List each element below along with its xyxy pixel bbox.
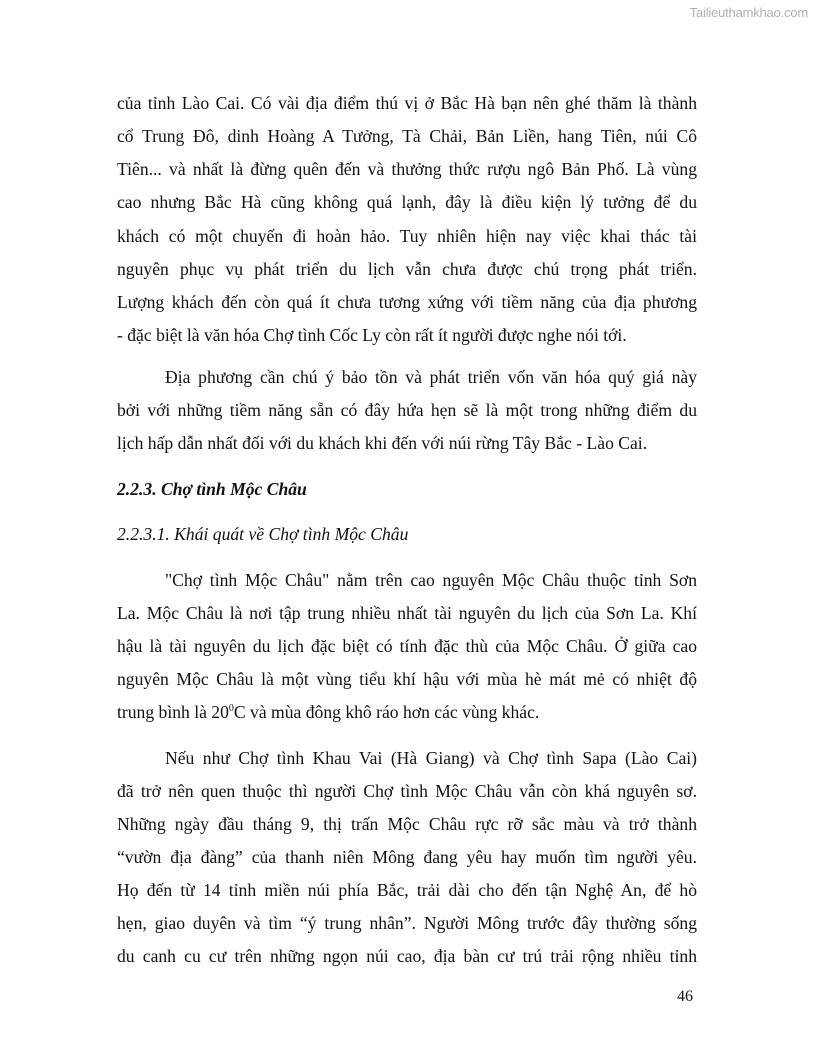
text-fragment: trung bình là 20 <box>117 702 229 722</box>
text-line: khách có một chuyến đi hoàn hảo. Tuy nhiên hiện nay việc khai thác tài <box>117 226 697 246</box>
text-line: bởi với những tiềm năng sẵn có đây hứa hẹn sẽ là một trong những điểm du <box>117 400 697 420</box>
text-line: La. Mộc Châu là nơi tập trung nhiều nhất tài nguyên du lịch của Sơn La. Khí <box>117 603 697 623</box>
page-number: 46 <box>677 988 693 1005</box>
text-fragment: C và mùa đông khô ráo hơn các vùng khác. <box>233 702 540 722</box>
text-line: "Chợ tình Mộc Châu" nằm trên cao nguyên Mộc Châu thuộc tỉnh Sơn <box>165 570 697 590</box>
text-line: - đặc biệt là văn hóa Chợ tình Cốc Ly còn rất ít người được nghe nói tới. <box>117 325 627 345</box>
text-line: Lượng khách đến còn quá ít chưa tương xứng với tiềm năng của địa phương <box>117 292 697 312</box>
text-line: đã trở nên quen thuộc thì người Chợ tình Mộc Châu vẫn còn khá nguyên sơ. <box>117 781 697 801</box>
text-line: Tiên... và nhất là đừng quên đến và thưởng thức rượu ngô Bản Phố. Là vùng <box>117 159 697 179</box>
text-line: cao nhưng Bắc Hà cũng không quá lạnh, đây là điều kiện lý tưởng để du <box>117 192 697 212</box>
text-line: của tỉnh Lào Cai. Có vài địa điểm thú vị ở Bắc Hà bạn nên ghé thăm là thành <box>117 93 697 113</box>
section-heading: 2.2.3. Chợ tình Mộc Châu <box>117 479 307 499</box>
text-line: Họ đến từ 14 tỉnh miền núi phía Bắc, trải dài cho đến tận Nghệ An, để hò <box>117 880 697 900</box>
text-line: hẹn, giao duyên và tìm “ý trung nhân”. Người Mông trước đây thường sống <box>117 913 697 933</box>
text-line: Địa phương cần chú ý bảo tồn và phát triển vốn văn hóa quý giá này <box>165 367 697 387</box>
text-line: Nếu như Chợ tình Khau Vai (Hà Giang) và Chợ tình Sapa (Lào Cai) <box>165 748 697 768</box>
text-line <box>117 701 697 723</box>
degree-superscript: 0 <box>228 703 234 715</box>
text-line: “vườn địa đàng” của thanh niên Mông đang yêu hay muốn tìm người yêu. <box>117 847 697 867</box>
text-line: lịch hấp dẫn nhất đối với du khách khi đến với núi rừng Tây Bắc - Lào Cai. <box>117 433 648 453</box>
text-line: hậu là tài nguyên du lịch đặc biệt có tính đặc thù của Mộc Châu. Ở giữa cao <box>117 636 697 656</box>
subsection-heading: 2.2.3.1. Khái quát về Chợ tình Mộc Châu <box>117 524 409 544</box>
text-line: Những ngày đầu tháng 9, thị trấn Mộc Châu rực rỡ sắc màu và trở thành <box>117 814 697 834</box>
text-line: cổ Trung Đô, dinh Hoàng A Tưởng, Tà Chải, Bản Liền, hang Tiên, núi Cô <box>117 126 697 146</box>
text-line: nguyên phục vụ phát triển du lịch vẫn chưa được chú trọng phát triển. <box>117 259 697 279</box>
watermark: Tailieuthamkhao.com <box>689 5 808 20</box>
text-line: nguyên Mộc Châu là một vùng tiểu khí hậu với mùa hè mát mẻ có nhiệt độ <box>117 669 697 689</box>
text-line: du canh cu cư trên những ngọn núi cao, địa bàn cư trú trải rộng nhiều tỉnh <box>117 946 697 966</box>
